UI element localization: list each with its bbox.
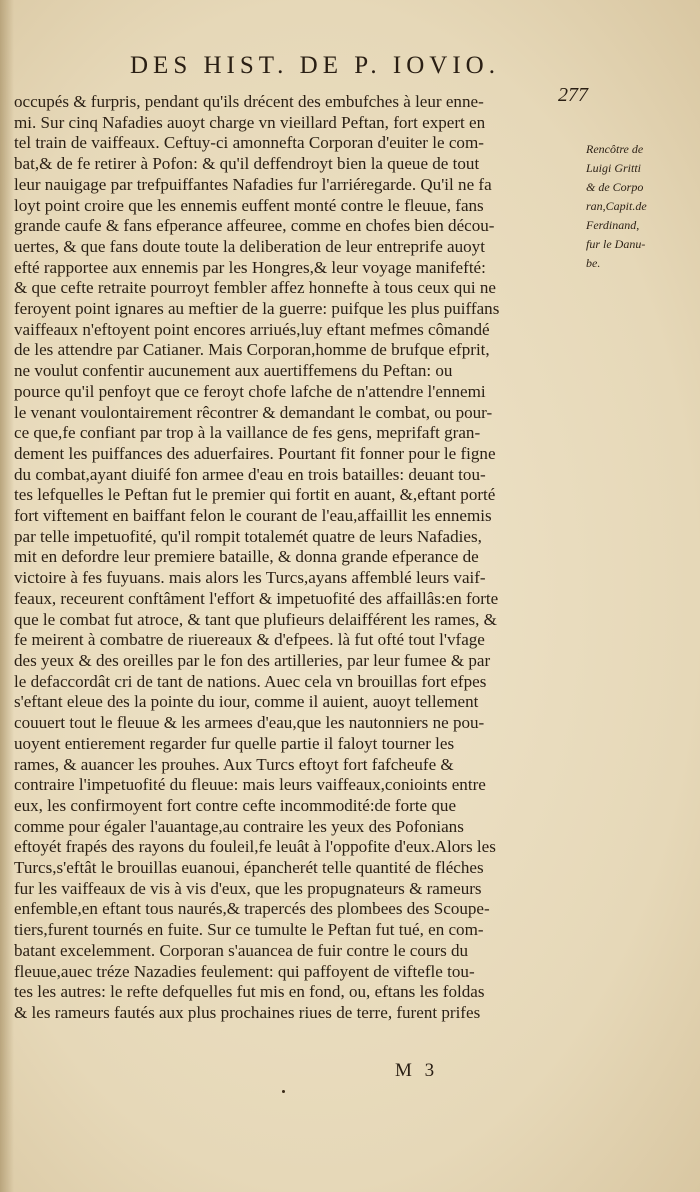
text-line: efté rapportee aux ennemis par les Hongres,& leur voyage manifefté:: [14, 257, 486, 277]
text-line: ne voulut confentir aucunement aux auertiffemens du Peftan: ou: [14, 361, 453, 381]
text-line: ce que,fe confiant par trop à la vaillance de fes gens, meprifaft gran-: [14, 423, 481, 443]
text-line: bat,& de fe retirer à Pofon: & qu'il deffendroyt bien la queue de tout: [14, 154, 480, 174]
page-number: 277: [558, 84, 588, 106]
text-line: Turcs,s'eftât le brouillas euanoui, épancherét telle quantité de fléches: [14, 858, 484, 878]
text-line: dement les puiffances des aduerfaires. Pourtant fit fonner pour le figne: [14, 443, 496, 463]
margin-note-line: fur le Danu-: [586, 237, 646, 251]
text-line: fe meirent à combatre de riuereaux & d'efpees. là fut ofté tout l'vfage: [14, 630, 485, 650]
text-line: batant excelemment. Corporan s'auancea de fuir contre le cours du: [14, 940, 469, 960]
text-line: de les attendre par Catianer. Mais Corporan,homme de brufque efprit,: [14, 340, 490, 360]
text-line: le defaccordât cri de tant de nations. Auec cela vn brouillas fort efpes: [14, 671, 487, 691]
text-line: fort viftement en baiffant felon le courant de l'eau,affaillit les ennemis: [14, 506, 492, 526]
text-line: contraire l'impetuofité du fleuue: mais leurs vaiffeaux,conioints entre: [14, 775, 486, 795]
margin-note-line: ran,Capit.de: [586, 199, 647, 213]
text-line: le venant voulontairement rêcontrer & demandant le combat, ou pour-: [14, 402, 493, 422]
text-line: tes lefquelles le Peftan fut le premier qui fortit en auant, &,eftant porté: [14, 485, 496, 505]
text-line: fleuue,auec tréze Nazadies feulement: qui paffoyent de viftefle tou-: [14, 961, 475, 981]
text-line: mit en defordre leur premiere bataille, & donna grande efperance de: [14, 547, 479, 567]
text-line: loyt point croire que les ennemis euffent monté contre le fleuue, fans: [14, 195, 484, 215]
ink-dot: [282, 1090, 285, 1093]
text-line: du combat,ayant diuifé fon armee d'eau en trois batailles: deuant tou-: [14, 464, 486, 484]
margin-note-line: Ferdinand,: [586, 218, 640, 232]
margin-note: [586, 140, 698, 273]
text-line: s'eftant eleue des la pointe du iour, comme il auient, auoyt tellement: [14, 692, 479, 712]
text-line: leur nauigage par trefpuiffantes Nafadies fur l'arriéregarde. Qu'il ne fa: [14, 174, 492, 194]
text-line: tel train de vaiffeaux. Ceftuy-ci amonnefta Corporan d'euiter le com-: [14, 133, 484, 153]
text-line: mi. Sur cinq Nafadies auoyt charge vn vieillard Peftan, fort expert en: [14, 112, 486, 132]
text-line: & les rameurs fautés aux plus prochaines riues de terre, furent prifes: [14, 1002, 481, 1022]
text-line: occupés & furpris, pendant qu'ils drécent des embufches à leur enne-: [14, 92, 484, 111]
text-line: enfemble,en eftant tous naurés,& trapercés des plombees des Scoupe-: [14, 899, 490, 919]
margin-note-line: Rencôtre de: [586, 142, 644, 156]
text-line: uoyent entierement regarder fur quelle partie il faloyt tourner les: [14, 733, 455, 753]
text-line: tes les autres: le refte defquelles fut mis en fond, ou, eftans les foldas: [14, 982, 485, 1002]
text-line: comme pour égaler l'auantage,au contraire les yeux des Pofonians: [14, 816, 464, 836]
text-line: grande caufe & fans efperance affeuree, comme en chofes bien décou-: [14, 216, 495, 236]
text-line: rames, & auancer les prouhes. Aux Turcs eftoyt fort fafcheufe &: [14, 754, 454, 774]
text-line: eux, les confirmoyent fort contre cefte incommodité:de forte que: [14, 795, 457, 815]
running-title: DES HIST. DE P. IOVIO.: [130, 52, 500, 79]
text-line: feaux, receurent conftâment l'effort & impetuofité des affaillâs:en forte: [14, 588, 499, 608]
text-line: & que cefte retraite pourroyt fembler affez honnefte à tous ceux qui ne: [14, 278, 496, 298]
signature-mark: M 3: [395, 1060, 439, 1081]
text-line: vaiffeaux n'eftoyent point encores arriués,luy eftant mefmes cômandé: [14, 319, 490, 339]
text-line: tiers,furent tournés en fuite. Sur ce tumulte le Peftan fut tué, en com-: [14, 920, 484, 940]
text-line: eftoyét frapés des rayons du fouleil,fe leuât à l'oppofite d'eux.Alors les: [14, 837, 496, 857]
text-line: par telle impetuofité, qu'il rompit totalemét quatre de leurs Nafadies,: [14, 526, 482, 546]
text-line: couuert tout le fleuue & les armees d'eau,que les nautonniers ne pou-: [14, 713, 485, 733]
text-line: pource qu'il penfoyt que ce feroyt chofe lafche de n'attendre l'ennemi: [14, 381, 486, 401]
text-line: uertes, & que fans doute toute la deliberation de leur entreprife auoyt: [14, 236, 485, 256]
text-line: que le combat fut atroce, & tant que plufieurs delaifférent les rames, &: [14, 609, 497, 629]
text-line: feroyent point ignares au meftier de la guerre: puifque les plus puiffans: [14, 299, 500, 319]
margin-note-line: & de Corpo: [586, 180, 644, 194]
margin-note-line: be.: [586, 256, 601, 270]
main-text-block: [14, 92, 574, 1024]
text-line: victoire à fes fuyuans. mais alors les Turcs,ayans affemblé leurs vaif-: [14, 568, 486, 588]
margin-note-line: Luigi Gritti: [586, 161, 642, 175]
text-line: fur les vaiffeaux de vis à vis d'eux, que les propugnateurs & rameurs: [14, 878, 482, 898]
text-line: des yeux & des oreilles par le fon des artilleries, par leur fumee & par: [14, 650, 491, 670]
binding-gutter: [0, 0, 14, 1192]
